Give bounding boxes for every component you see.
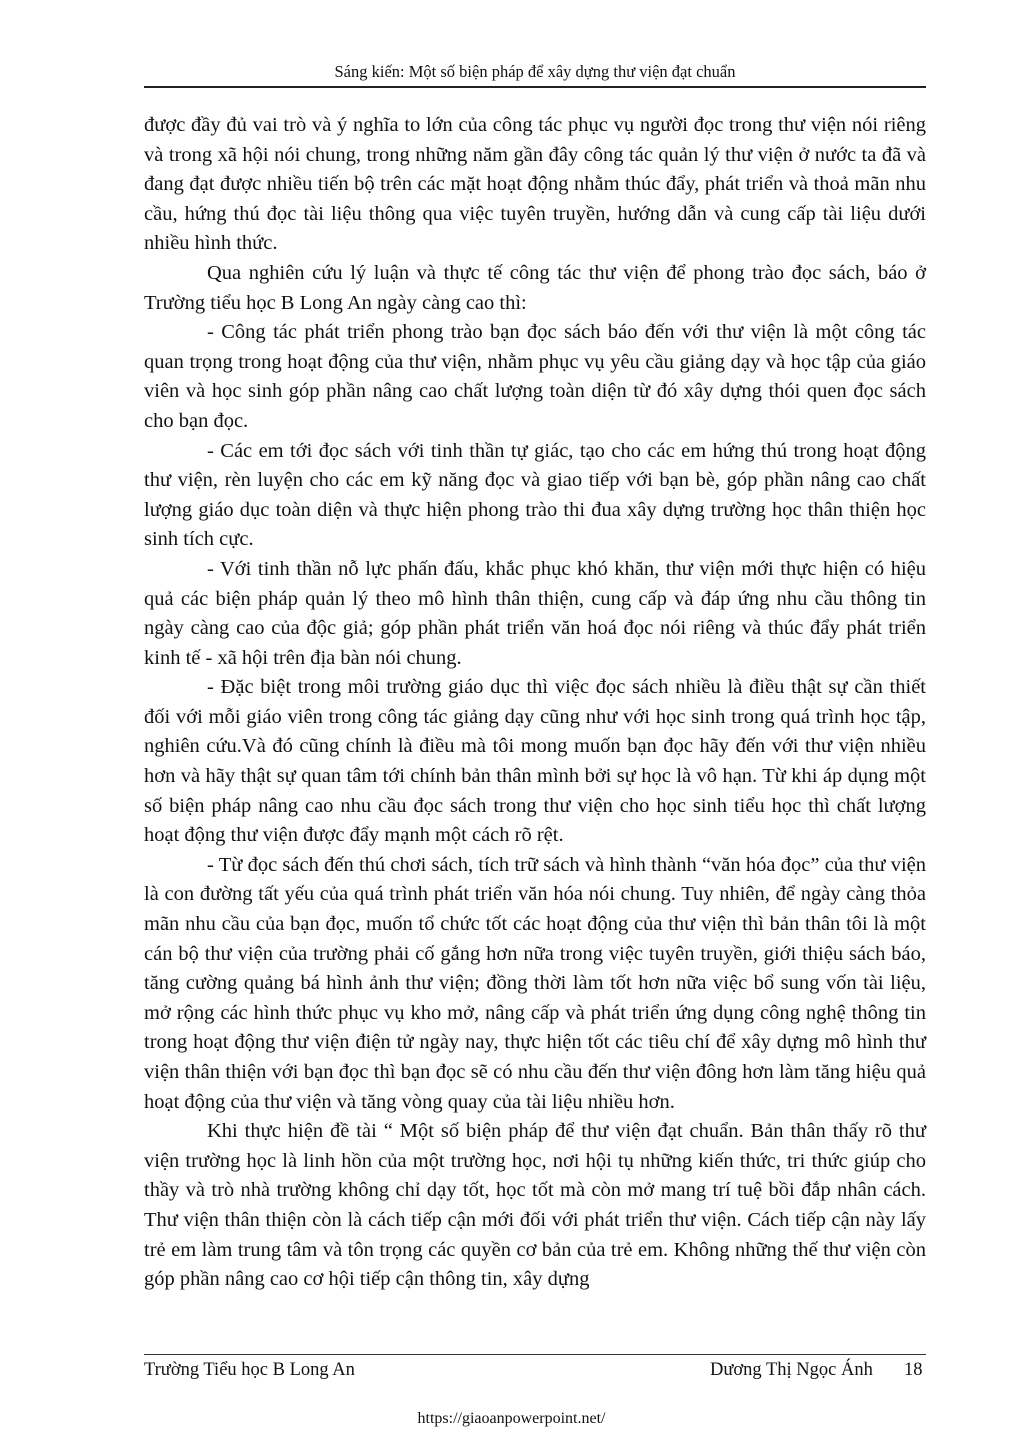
paragraph: Khi thực hiện đề tài “ Một số biện pháp để thư viện đạt chuẩn. Bản thân thấy rõ thư viện trường học là linh hồn của một trường học, nơi hội tụ những kiến thức, tri thức giúp cho thầy và trò nhà trường không chỉ dạy tốt, học tốt mà còn mở mang trí tuệ bồi đắp nhân cách. Thư viện thân thiện còn là cách tiếp cận mới đối với phát triển thư viện. Cách tiếp cận này lấy trẻ em làm trung tâm và tôn trọng các quyền cơ bản của trẻ em. Không những thế thư viện còn góp phần nâng cao cơ hội tiếp cận thông tin, xây dựng (144, 1120, 926, 1291)
page-number: 18 (904, 1360, 923, 1380)
paragraph: - Với tinh thần nỗ lực phấn đấu, khắc phục khó khăn, thư viện mới thực hiện có hiệu quả các biện pháp quản lý theo mô hình thân thiện, cung cấp và đáp ứng nhu cầu thông tin ngày càng cao của độc giả; góp phần phát triển văn hoá đọc nói riêng và thúc đẩy phát triển kinh tế - xã hội trên địa bàn nói chung. (144, 557, 926, 669)
page-header-title: Sáng kiến: Một số biện pháp để xây dựng thư viện đạt chuẩn (334, 62, 736, 81)
document-body (144, 111, 926, 1295)
paragraph: - Các em tới đọc sách với tinh thần tự giác, tạo cho các em hứng thú trong hoạt động thư viện, rèn luyện cho các em kỹ năng đọc và giao tiếp với bạn bè, góp phần nâng cao chất lượng giáo dục toàn diện và thực hiện phong trào thi đua xây dựng trường học thân thiện học sinh tích cực. (144, 439, 926, 551)
footer-divider (144, 1354, 926, 1355)
paragraph: - Đặc biệt trong môi trường giáo dục thì việc đọc sách nhiều là điều thật sự cần thiết đối với mỗi giáo viên trong công tác giảng dạy cũng như với học sinh trong quá trình học tập, nghiên cứu.Và đó cũng chính là điều mà tôi mong muốn bạn đọc hãy đến với thư viện nhiều hơn và hãy thật sự quan tâm tới chính bản thân mình bởi sự học là vô hạn. Từ khi áp dụng một số biện pháp nâng cao nhu cầu đọc sách trong thư viện cho học sinh tiểu học thì chất lượng hoạt động thư viện được đẩy mạnh một cách rõ rệt. (144, 676, 926, 847)
paragraph: Qua nghiên cứu lý luận và thực tế công tác thư viện để phong trào đọc sách, báo ở Trường tiểu học B Long An ngày càng cao thì: (144, 261, 926, 314)
paragraph: - Công tác phát triển phong trào bạn đọc sách báo đến với thư viện là một công tác quan trọng trong hoạt động của thư viện, nhằm phục vụ yêu cầu giảng dạy và học tập của giáo viên và học sinh góp phần nâng cao chất lượng toàn diện từ đó xây dựng thói quen đọc sách cho bạn đọc. (144, 321, 926, 432)
header-divider (144, 86, 926, 88)
source-url[interactable]: https://giaoanpowerpoint.net/ (417, 1410, 606, 1427)
paragraph: được đầy đủ vai trò và ý nghĩa to lớn của công tác phục vụ người đọc trong thư viện nói riêng và trong xã hội nói chung, trong những năm gần đây công tác quản lý thư viện ở nước ta đã và đang đạt được nhiều tiến bộ trên các mặt hoạt động nhằm thúc đẩy, phát triển và thoả mãn nhu cầu, hứng thú đọc tài liệu thông qua việc tuyên truyền, hướng dẫn và cung cấp tài liệu dưới nhiều hình thức. (144, 114, 926, 255)
footer-author-name: Dương Thị Ngọc Ánh (710, 1360, 873, 1380)
paragraph: - Từ đọc sách đến thú chơi sách, tích trữ sách và hình thành “văn hóa đọc” của thư viện là con đường tất yếu của quá trình phát triển văn hóa nói chung. Tuy nhiên, để ngày càng thỏa mãn nhu cầu của bạn đọc, muốn tổ chức tốt các hoạt động của thư viện thì bản thân tôi là một cán bộ thư viện của trường phải cố gắng hơn nữa trong việc tuyên truyền, giới thiệu sách báo, tăng cường quảng bá hình ảnh thư viện; đồng thời làm tốt hơn nữa việc bổ sung vốn tài liệu, mở rộng các hình thức phục vụ kho mở, nâng cấp và phát triển ứng dụng công nghệ thông tin trong hoạt động thư viện điện tử ngày nay, thực hiện tốt các tiêu chí để xây dựng mô hình thư viện thân thiện với bạn đọc thì bạn đọc sẽ có nhu cầu đến thư viện đông hơn làm tăng hiệu quả hoạt động của thư viện và tăng vòng quay của tài liệu nhiều hơn. (144, 853, 926, 1113)
footer-school-name: Trường Tiểu học B Long An (144, 1360, 355, 1380)
